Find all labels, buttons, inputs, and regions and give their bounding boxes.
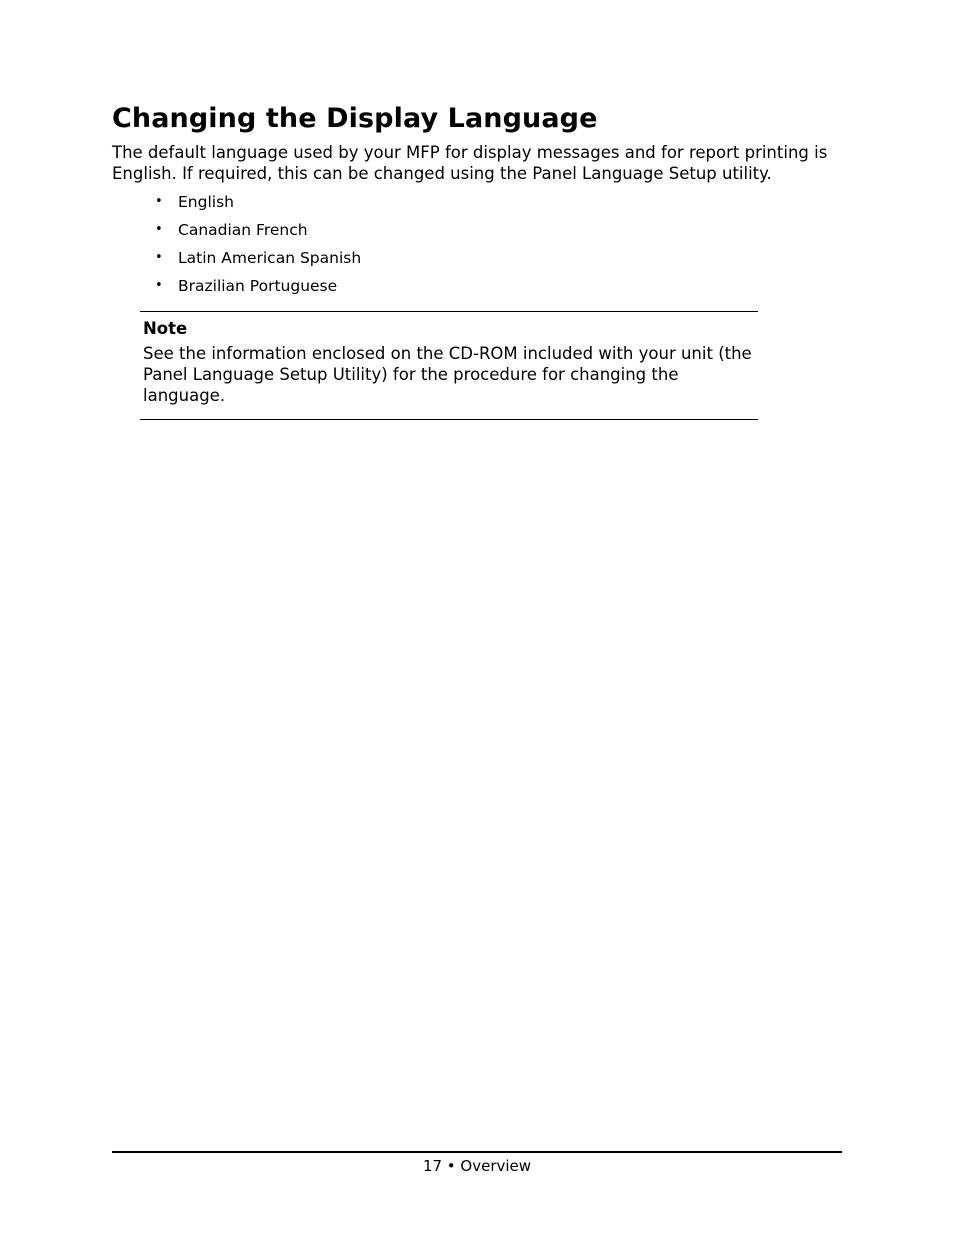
bullet-icon: •: [155, 278, 163, 293]
intro-paragraph: The default language used by your MFP for display messages and for report printing is English. If required, this can be changed using the Panel Language Setup utility.: [112, 143, 828, 183]
bullet-icon: •: [155, 250, 163, 265]
language-label: Latin American Spanish: [178, 249, 362, 267]
language-label: English: [178, 193, 234, 211]
note-bottom-divider: [140, 419, 758, 420]
note-top-divider: [140, 311, 758, 312]
bullet-icon: •: [155, 194, 163, 209]
language-label: Brazilian Portuguese: [178, 277, 338, 295]
bullet-icon: •: [155, 222, 163, 237]
page-title: Changing the Display Language: [112, 103, 598, 134]
note-heading: Note: [143, 319, 188, 338]
page-footer: 17 • Overview: [422, 1157, 532, 1175]
footer-divider: [112, 1151, 842, 1153]
note-body: See the information enclosed on the CD-ROM included with your unit (the Panel Language Setup Utility) for the procedure for changing the language.: [143, 344, 752, 405]
language-label: Canadian French: [178, 221, 308, 239]
